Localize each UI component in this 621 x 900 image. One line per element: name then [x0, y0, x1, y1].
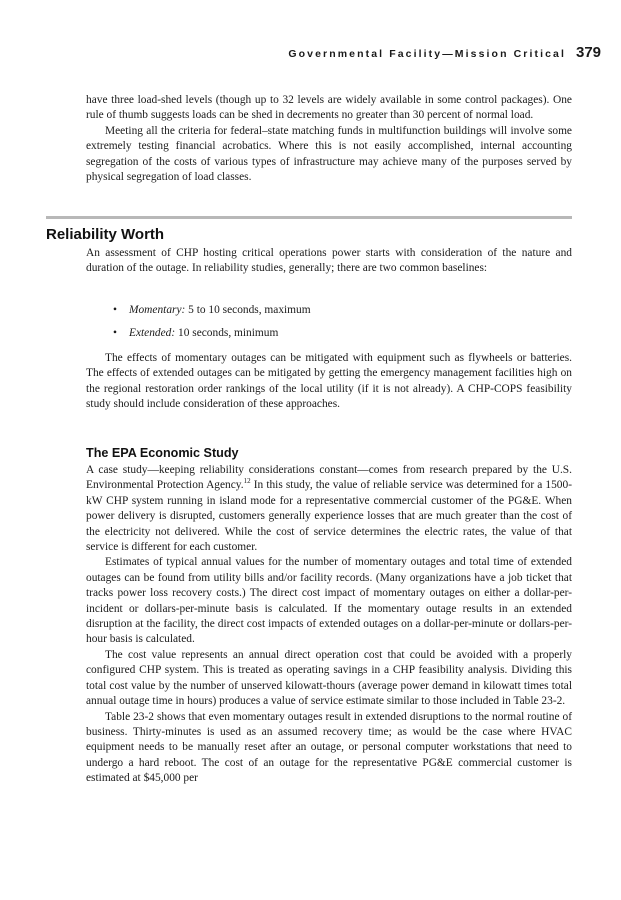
baseline-list	[113, 303, 553, 350]
subsection-paragraph-1b: In this study, the value of reliable service was determined for a 1500-kW CHP system running in island mode for a representative commercial customer of the PG&E. When power delivery is disrupted, customers generally experience losses that are much greater than the cost of the electricity not delivered. While the cost of service determines the electric rates, the value of that service is different for each customer.	[86, 479, 572, 554]
intro-text	[86, 93, 572, 185]
section-heading: Reliability Worth	[46, 226, 165, 243]
list-item	[113, 326, 553, 341]
subsection-text	[86, 463, 572, 787]
list-item-term: Extended:	[129, 327, 176, 340]
page-number: 379	[576, 44, 602, 61]
subsection-paragraph-1a: A case study—keeping reliability considerations constant—comes from research prepared by the U.S. Environmental Protection Agency.	[86, 464, 572, 492]
section-paragraph-1-text: An assessment of CHP hosting critical operations power starts with consideration of the nature and duration of the outage. In reliability studies, generally; there are two common baselines:	[86, 247, 572, 275]
subsection-paragraph-3: The cost value represents an annual direct operation cost that could be avoided with a properly configured CHP system. This is treated as operating savings in a CHP feasibility analysis. Dividing this total cost value by the number of unserved kilowatt-thours (average power demand in kilowatt times total annual outage time in hours) produces a value of service estimate similar to those included in Table 23-2.	[86, 648, 572, 708]
subsection-paragraph-1	[86, 463, 572, 555]
section-paragraph-2	[86, 351, 572, 413]
subsection-paragraph-4: Table 23-2 shows that even momentary outages result in extended disruptions to the normal routine of business. Thirty-minutes is used as an assumed recovery time; as would be the case where HVAC equipment needs to be manually reset after an outage, or personal computer workstations that need to undergo a hard reboot. The cost of an outage for the representative PG&E commercial customer is estimated at $45,000 per	[86, 710, 572, 785]
section-paragraph-2-text: The effects of momentary outages can be mitigated with equipment such as flywheels or batteries. The effects of extended outages can be mitigated by getting the emergency management facilities high on the regional restoration order rankings of the local utility (if it is not already). A CHP-COPS feasibility study should include consideration of these approaches.	[86, 352, 572, 411]
list-item-text: 5 to 10 seconds, maximum	[185, 304, 311, 316]
list-item	[113, 303, 553, 318]
section-divider	[46, 216, 572, 219]
footnote-reference: 12	[243, 477, 251, 486]
bullet-icon: •	[113, 327, 117, 340]
section-paragraph-1	[86, 246, 572, 277]
subsection-paragraph-2: Estimates of typical annual values for the number of momentary outages and total time of extended outages can be found from utility bills and/or facility records. (Many organizations have a job ticket that tracks power loss recovery costs.) The direct cost impact of momentary outages on either a dollar-per-incident or dollars-per-minute basis is calculated. If the momentary outage results in an extended disruption at the facility, the direct cost impacts of extended outages on a dollar-per-minute or dollars-per-hour basis is calculated.	[86, 556, 572, 646]
running-header: Governmental Facility—Mission Critical	[288, 48, 566, 60]
intro-paragraph-1: have three load-shed levels (though up to 32 levels are widely available in some control packages). One rule of thumb suggests loads can be shed in decrements no greater than 30 percent of normal load.	[86, 94, 572, 122]
list-item-text: 10 seconds, minimum	[175, 327, 279, 340]
intro-paragraph-2: Meeting all the criteria for federal–state matching funds in multifunction buildings will involve some extremely testing financial acrobatics. Where this is not easily accomplished, internal accounting segregation of the costs of various types of infrastructure may achieve many of the purposes served by physical segregation of load classes.	[86, 124, 572, 184]
subsection-heading: The EPA Economic Study	[86, 446, 239, 460]
bullet-icon: •	[113, 304, 117, 316]
list-item-term: Momentary:	[129, 304, 186, 316]
